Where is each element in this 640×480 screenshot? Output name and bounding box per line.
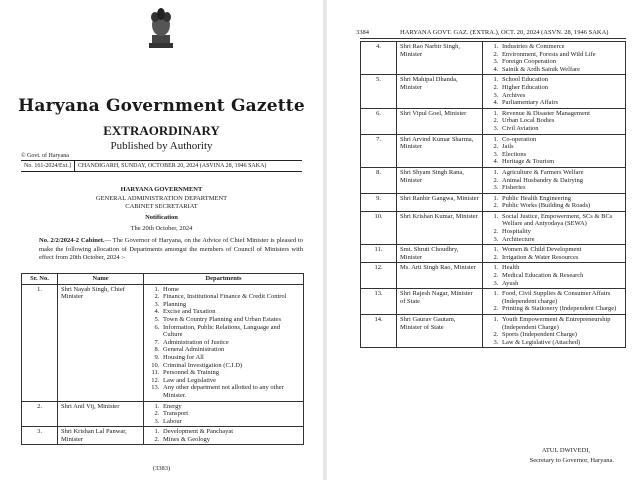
running-header xyxy=(356,29,626,39)
row-departments xyxy=(483,211,626,244)
row-departments xyxy=(483,75,626,108)
department-item: 2. Urban Local Bodies xyxy=(500,117,622,125)
department-list xyxy=(486,213,622,243)
table-row xyxy=(361,108,626,134)
department-item: 7. Administration of Justice xyxy=(161,339,300,347)
notification-text: — The Governor of Haryana, on the Advice of Chief Minister is pleased to make the following allocation of Departments amongst the members of Council of Ministers with effect from 20th October, 2024 :- xyxy=(39,237,303,261)
department-item: 2. Medical Education & Research xyxy=(500,272,622,280)
row-sr: 8. xyxy=(361,167,397,193)
table-row xyxy=(361,245,626,263)
row-minister-name: Smt. Shruti Choudhry, Minister xyxy=(397,245,483,263)
department-list xyxy=(486,136,622,166)
masthead-line xyxy=(21,160,302,172)
department-item: 4. Sainik & Ardh Sainik Welfare xyxy=(500,66,622,74)
table-row xyxy=(22,427,304,445)
department-item: 2. Environment, Forests and Wild Life xyxy=(500,51,622,59)
department-item: 2. Animal Husbandry & Dairying xyxy=(500,177,622,185)
row-minister-name: Shri Nayab Singh, Chief Minister xyxy=(58,284,144,401)
department-item: 1. Women & Child Development xyxy=(500,246,622,254)
row-minister-name: Shri Rajesh Nagar, Minister of State xyxy=(397,289,483,315)
department-item: 3. Ayush xyxy=(500,280,622,288)
department-item: 10. Criminal Investigation (C.I.D) xyxy=(161,362,300,370)
department-item: 13. Any other department not allotted to any other Minister. xyxy=(161,384,300,399)
department-item: 2. Printing & Stationery (Independent Charge) xyxy=(500,305,622,313)
department-item: 2. Jails xyxy=(500,143,622,151)
row-sr: 2. xyxy=(22,401,58,427)
signatory-name: ATUL DWIVEDI, xyxy=(541,447,590,454)
department-item: 1. Energy xyxy=(161,403,300,411)
notification-ref: No. 2/2/2024-2 Cabinet. xyxy=(39,237,105,244)
department-item: 11. Personnel & Training xyxy=(161,369,300,377)
department-item: 4. Parliamentary Affairs xyxy=(500,99,622,107)
department-item: 1. Home xyxy=(161,286,300,294)
row-departments xyxy=(483,193,626,211)
table-row xyxy=(361,211,626,244)
department-item: 1. Revenue & Disaster Management xyxy=(500,110,622,118)
row-sr: 5. xyxy=(361,75,397,108)
department-item: 3. Elections xyxy=(500,151,622,159)
department-item: 3. Fisheries xyxy=(500,184,622,192)
row-minister-name: Shri Shyam Singh Rana, Minister xyxy=(397,167,483,193)
department-item: 2. Hospitality xyxy=(500,228,622,236)
department-list xyxy=(486,76,622,106)
department-item: 1. Industries & Commerce xyxy=(500,43,622,51)
row-departments xyxy=(483,42,626,75)
row-sr: 6. xyxy=(361,108,397,134)
row-sr: 13. xyxy=(361,289,397,315)
row-departments xyxy=(144,401,304,427)
row-sr: 11. xyxy=(361,245,397,263)
gov-heading: HARYANA GOVERNMENT xyxy=(120,186,203,193)
row-minister-name: Shri Anil Vij, Minister xyxy=(58,401,144,427)
department-item: 3. Foreign Cooperation xyxy=(500,58,622,66)
table-row xyxy=(361,193,626,211)
department-item: 2. Public Works (Building & Roads) xyxy=(500,202,622,210)
row-departments xyxy=(144,284,304,401)
table-row xyxy=(361,315,626,348)
row-sr: 14. xyxy=(361,315,397,348)
department-item: 1. Food, Civil Supplies & Consumer Affairs (Independent charge) xyxy=(500,290,622,305)
row-minister-name: Ms. Arti Singh Rao, Minister xyxy=(397,263,483,289)
allocation-table-right xyxy=(360,41,626,348)
department-list xyxy=(147,428,300,443)
table-row xyxy=(361,289,626,315)
department-item: 3. Law & Legislative (Attached) xyxy=(500,339,622,347)
department-item: 2. Irrigation & Water Resources xyxy=(500,254,622,262)
page-number-left: (3383) xyxy=(152,465,171,472)
department-item: 4. Heritage & Tourism xyxy=(500,158,622,166)
table-row xyxy=(22,284,304,401)
gazette-dateline: CHANDIGARH, SUNDAY, OCTOBER 20, 2024 (ASVINA 28, 1946 SAKA) xyxy=(77,163,267,169)
allocation-table-left xyxy=(21,273,304,445)
department-item: 3. Civil Aviation xyxy=(500,125,622,133)
gazette-number: No. 161-2024/Ext.] xyxy=(21,161,75,171)
department-list xyxy=(486,169,622,192)
department-item: 2. Higher Education xyxy=(500,84,622,92)
row-departments xyxy=(483,289,626,315)
department-list xyxy=(486,110,622,133)
row-sr: 12. xyxy=(361,263,397,289)
header-sr: Sr. No. xyxy=(22,274,58,285)
department-item: 3. Archives xyxy=(500,92,622,100)
row-departments xyxy=(483,315,626,348)
department-item: 4. Excise and Taxation xyxy=(161,308,300,316)
department-item: 9. Housing for All xyxy=(161,354,300,362)
department-item: 2. Mines & Geology xyxy=(161,436,300,444)
department-item: 3. Planning xyxy=(161,301,300,309)
ashoka-emblem-icon xyxy=(145,5,177,51)
row-sr: 3. xyxy=(22,427,58,445)
row-minister-name: Shri Gaurav Gautam, Minister of State xyxy=(397,315,483,348)
department-item: 1. Health xyxy=(500,264,622,272)
row-minister-name: Shri Mahipal Dhanda, Minister xyxy=(397,75,483,108)
row-sr: 4. xyxy=(361,42,397,75)
row-minister-name: Shri Ranbir Gangwa, Minister xyxy=(397,193,483,211)
row-departments xyxy=(483,167,626,193)
row-minister-name: Shri Rao Narbir Singh, Minister xyxy=(397,42,483,75)
department-item: 1. Co-operation xyxy=(500,136,622,144)
department-item: 5. Town & Country Planning and Urban Estates xyxy=(161,316,300,324)
row-departments xyxy=(483,263,626,289)
row-minister-name: Shri Krishan Kumar, Minister xyxy=(397,211,483,244)
signatory-title: Secretary to Governor, Haryana. xyxy=(529,457,614,464)
dept-heading: GENERAL ADMINISTRATION DEPARTMENT xyxy=(95,195,228,202)
header-departments: Departments xyxy=(144,274,304,285)
notification-date: The 20th October, 2024 xyxy=(130,225,193,232)
table-row xyxy=(361,167,626,193)
department-list xyxy=(147,286,300,400)
department-list xyxy=(147,403,300,426)
department-item: 2. Transport xyxy=(161,410,300,418)
table-row xyxy=(361,263,626,289)
department-item: 1. Agriculture & Farmers Welfare xyxy=(500,169,622,177)
secretariat-heading: CABINET SECRETARIAT xyxy=(125,203,198,210)
row-sr: 9. xyxy=(361,193,397,211)
extraordinary-label: EXTRAORDINARY xyxy=(103,123,220,138)
row-sr: 1. xyxy=(22,284,58,401)
notification-heading: Notification xyxy=(145,214,178,221)
row-minister-name: Shri Vipul Goel, Minister xyxy=(397,108,483,134)
page-number-right: 3384 xyxy=(356,29,369,36)
department-list xyxy=(486,43,622,73)
department-list xyxy=(486,246,622,261)
row-sr: 10. xyxy=(361,211,397,244)
department-item: 1. Social Justice, Empowerment, SCs & BCs Welfare and Antyodaya (SEWA) xyxy=(500,213,622,228)
row-departments xyxy=(483,108,626,134)
gazette-title: Haryana Government Gazette xyxy=(18,96,305,116)
department-item: 1. Youth Empowerment & Entrepreneurship (Independent Charge) xyxy=(500,316,622,331)
department-item: 6. Information, Public Relations, Language and Culture xyxy=(161,324,300,339)
department-item: 1. School Education xyxy=(500,76,622,84)
table-row xyxy=(22,401,304,427)
row-minister-name: Shri Krishan Lal Panwar, Minister xyxy=(58,427,144,445)
department-item: 1. Development & Panchayat xyxy=(161,428,300,436)
row-minister-name: Shri Arvind Kumar Sharma, Minister xyxy=(397,134,483,167)
running-header-text: HARYANA GOVT. GAZ. (EXTRA.), OCT. 20, 2024 (ASVN. 28, 1946 SAKA) xyxy=(400,29,609,36)
row-departments xyxy=(483,245,626,263)
notification-body xyxy=(39,237,303,263)
department-list xyxy=(486,195,622,210)
department-list xyxy=(486,290,622,313)
header-name: Name xyxy=(58,274,144,285)
published-label: Published by Authority xyxy=(110,140,213,152)
department-list xyxy=(486,316,622,346)
table-row xyxy=(361,75,626,108)
department-item: 3. Architecture xyxy=(500,236,622,244)
department-list xyxy=(486,264,622,287)
department-item: 3. Labour xyxy=(161,418,300,426)
copyright-line: © Govt. of Haryana xyxy=(21,153,69,159)
department-item: 2. Finance, Institutional Finance & Credit Control xyxy=(161,293,300,301)
department-item: 8. General Administration xyxy=(161,346,300,354)
row-sr: 7. xyxy=(361,134,397,167)
row-departments xyxy=(144,427,304,445)
department-item: 1. Public Health Engineering xyxy=(500,195,622,203)
table-row xyxy=(361,42,626,75)
table-row xyxy=(361,134,626,167)
department-item: 12. Law and Legislative xyxy=(161,377,300,385)
department-item: 2. Sports (Independent Charge) xyxy=(500,331,622,339)
row-departments xyxy=(483,134,626,167)
